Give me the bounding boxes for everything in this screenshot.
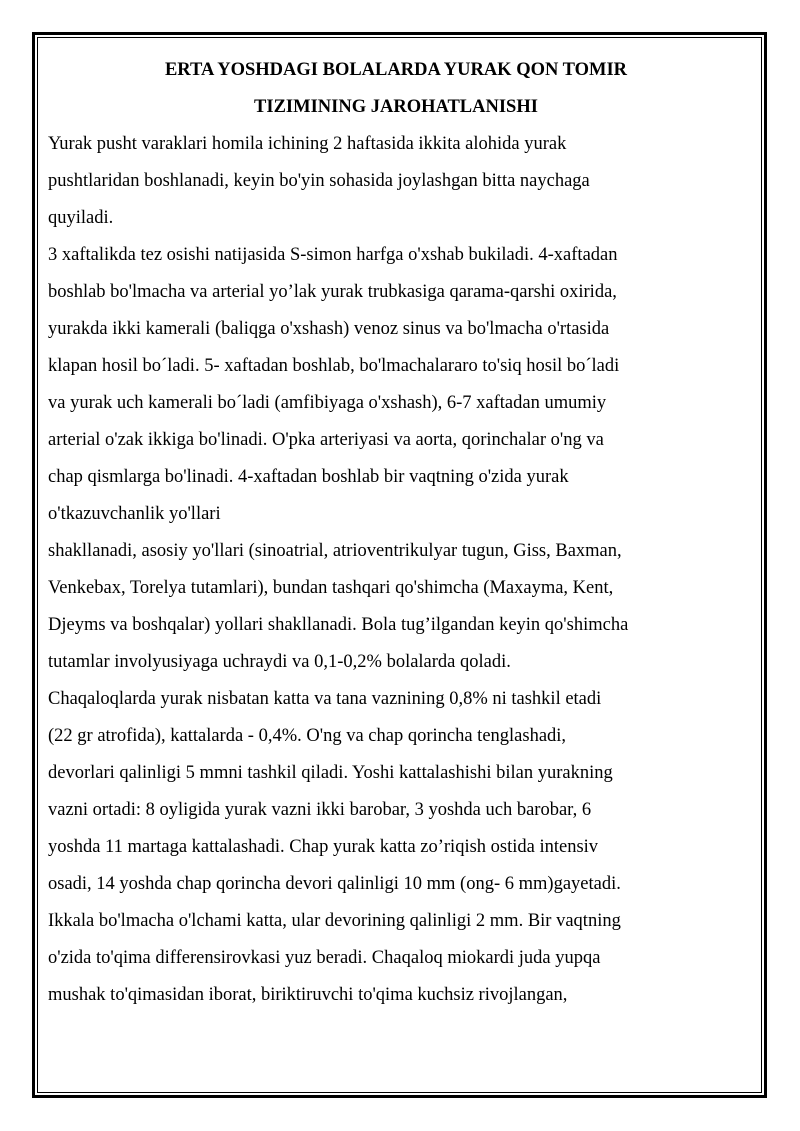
- text-line: yoshda 11 martaga kattalashadi. Chap yurak katta zo’riqish ostida intensiv: [48, 837, 599, 857]
- text-line: tutamlar involyusiyaga uchraydi va 0,1-0,2% bolalarda qoladi.: [48, 652, 511, 672]
- document-title-line-1: ERTA YOSHDAGI BOLALARDA YURAK QON TOMIR: [164, 60, 628, 80]
- text-line: Venkebax, Torelya tutamlari), bundan tashqari qo'shimcha (Maxayma, Kent,: [48, 578, 614, 598]
- text-line: o'tkazuvchanlik yo'llari: [48, 504, 221, 524]
- text-line: osadi, 14 yoshda chap qorincha devori qalinligi 10 mm (ong- 6 mm)gayetadi.: [48, 874, 621, 894]
- text-line: 3 xaftalikda tez osishi natijasida S-simon harfga o'xshab bukiladi. 4-xaftadan: [48, 245, 618, 265]
- text-line: yurakda ikki kamerali (baliqga o'xshash) venoz sinus va bo'lmacha o'rtasida: [48, 319, 610, 339]
- text-line: Yurak pusht varaklari homila ichining 2 haftasida ikkita alohida yurak: [48, 134, 567, 154]
- text-line: quyiladi.: [48, 208, 114, 228]
- text-line: arterial o'zak ikkiga bo'linadi. O'pka arteriyasi va aorta, qorinchalar o'ng va: [48, 430, 604, 450]
- text-line: devorlari qalinligi 5 mmni tashkil qiladi. Yoshi kattalashishi bilan yurakning: [48, 763, 613, 783]
- text-line: boshlab bo'lmacha va arterial yo’lak yurak trubkasiga qarama-qarshi oxirida,: [48, 282, 617, 302]
- text-line: chap qismlarga bo'linadi. 4-xaftadan boshlab bir vaqtning o'zida yurak: [48, 467, 569, 487]
- text-line: vazni ortadi: 8 oyligida yurak vazni ikki barobar, 3 yoshda uch barobar, 6: [48, 800, 592, 820]
- text-line: shakllanadi, asosiy yo'llari (sinoatrial, atrioventrikulyar tugun, Giss, Baxman,: [48, 541, 622, 561]
- text-line: (22 gr atrofida), kattalarda - 0,4%. O'ng va chap qorincha tenglashadi,: [48, 726, 567, 746]
- text-line: Ikkala bo'lmacha o'lchami katta, ular devorining qalinligi 2 mm. Bir vaqtning: [48, 911, 621, 931]
- text-line: o'zida to'qima differensirovkasi yuz beradi. Chaqaloq miokardi juda yupqa: [48, 948, 601, 968]
- text-line: klapan hosil bo´ladi. 5- xaftadan boshlab, bo'lmachalararo to'siq hosil bo´ladi: [48, 356, 620, 376]
- text-line: Djeyms va boshqalar) yollari shakllanadi. Bola tug’ilgandan keyin qo'shimcha: [48, 615, 629, 635]
- text-line: mushak to'qimasidan iborat, biriktiruvchi to'qima kuchsiz rivojlangan,: [48, 985, 568, 1005]
- text-line: va yurak uch kamerali bo´ladi (amfibiyaga o'xshash), 6-7 xaftadan umumiy: [48, 393, 607, 413]
- document-body: [48, 52, 760, 1014]
- document-title-line-2: TIZIMINING JAROHATLANISHI: [254, 97, 538, 117]
- text-line: Chaqaloqlarda yurak nisbatan katta va tana vaznining 0,8% ni tashkil etadi: [48, 689, 602, 709]
- text-line: pushtlaridan boshlanadi, keyin bo'yin sohasida joylashgan bitta naychaga: [48, 171, 590, 191]
